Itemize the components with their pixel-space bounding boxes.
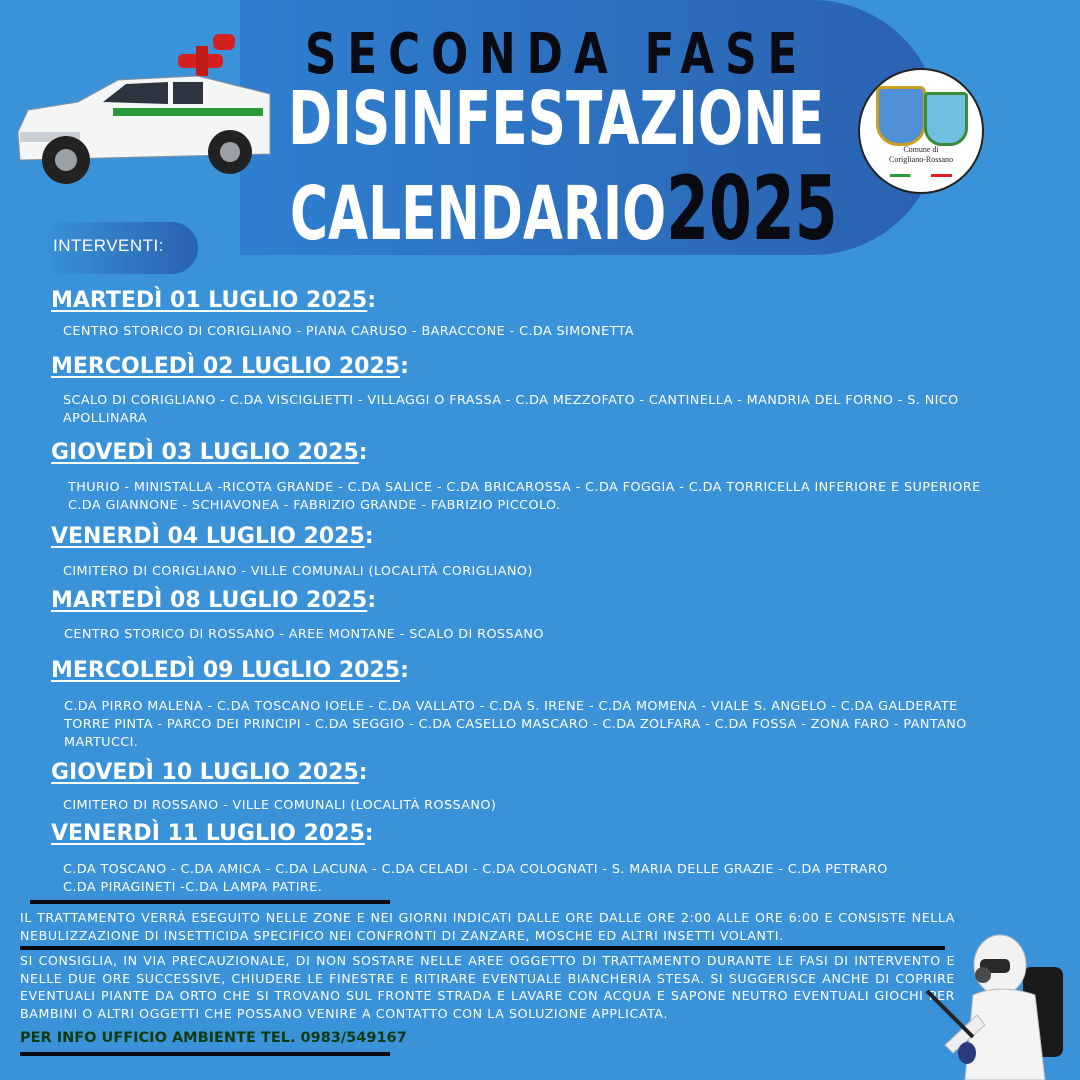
places-line: TORRE PINTA - PARCO DEI PRINCIPI - C.DA SEGGIO - C.DA CASELLO MASCARO - C.DA ZOLFARA - C.DA FOSSA - ZONA FARO - PANTANO bbox=[64, 717, 967, 732]
day-places bbox=[64, 698, 967, 752]
day-places bbox=[63, 392, 959, 428]
day-colon: : bbox=[358, 760, 368, 785]
day-heading bbox=[51, 524, 374, 550]
header-title: DISINFESTAZIONE bbox=[288, 76, 825, 162]
contact-info: PER INFO UFFICIO AMBIENTE TEL. 0983/549167 bbox=[20, 1030, 407, 1046]
places-line: CENTRO STORICO DI ROSSANO - AREE MONTANE - SCALO DI ROSSANO bbox=[64, 627, 544, 642]
day-colon: : bbox=[400, 354, 409, 379]
day-colon: : bbox=[367, 588, 377, 613]
day-places bbox=[64, 626, 544, 644]
day-date: GIOVEDÌ 03 LUGLIO 2025 bbox=[51, 440, 359, 465]
section-label: INTERVENTI: bbox=[53, 236, 164, 255]
day-heading bbox=[51, 588, 376, 614]
crest-shield-left-icon bbox=[876, 86, 926, 146]
places-line: THURIO - MINISTALLA -RICOTA GRANDE - C.DA SALICE - C.DA BRICAROSSA - C.DA FOGGIA - C.DA TORRICELLA INFERIORE E SUPERIORE bbox=[68, 480, 981, 495]
day-places bbox=[63, 861, 888, 897]
divider-middle bbox=[20, 946, 945, 950]
day-date: VENERDÌ 11 LUGLIO 2025 bbox=[51, 821, 365, 846]
day-heading bbox=[51, 658, 409, 684]
disinfestation-truck-image bbox=[8, 32, 278, 197]
section-label-pill bbox=[40, 222, 198, 274]
places-line: SCALO DI CORIGLIANO - C.DA VISCIGLIETTI - VILLAGGI O FRASSA - C.DA MEZZOFATO - CANTINELLA - MANDRIA DEL FORNO - S. NICO bbox=[63, 393, 959, 408]
day-date: MARTEDÌ 08 LUGLIO 2025 bbox=[51, 588, 368, 613]
day-heading bbox=[51, 288, 376, 314]
day-places bbox=[68, 479, 981, 515]
crest-shield-right-icon bbox=[924, 92, 968, 146]
header-phase: SECONDA FASE bbox=[305, 22, 809, 87]
places-line: CIMITERO DI ROSSANO - VILLE COMUNALI (LOCALITÀ ROSSANO) bbox=[63, 798, 497, 813]
day-colon: : bbox=[358, 440, 368, 465]
day-date: MARTEDÌ 01 LUGLIO 2025 bbox=[51, 288, 368, 313]
logo-caption-line2: Corigliano-Rossano bbox=[889, 154, 953, 164]
places-line: C.DA TOSCANO - C.DA AMICA - C.DA LACUNA - C.DA CELADI - C.DA COLOGNATI - S. MARIA DELLE GRAZIE - C.DA PETRARO bbox=[63, 862, 888, 877]
day-heading bbox=[51, 760, 368, 786]
header-year: 2025 bbox=[666, 157, 838, 260]
day-date: VENERDÌ 04 LUGLIO 2025 bbox=[51, 524, 365, 549]
places-line: APOLLINARA bbox=[63, 411, 148, 426]
day-date: MERCOLEDÌ 09 LUGLIO 2025 bbox=[51, 658, 401, 683]
day-places bbox=[63, 563, 533, 581]
precaution-notice: SI CONSIGLIA, IN VIA PRECAUZIONALE, DI NON SOSTARE NELLE AREE OGGETTO DI TRATTAMENTO DURANTE LE FASI DI INTERVENTO E NELLE DUE ORE SUCCESSIVE, CHIUDERE LE FINESTRE E RITIRARE EVENTUALE BIANCHERIA STESA. SI SUGGERISCE ANCHE DI COPRIRE EVENTUALI PIANTE DA ORTO CHE SI TROVANO SUL FRONTE STRADA E LAVARE CON ACQUA E SAPONE NEUTRO EVENTUALI GIOCHI PER BAMBINI O ALTRI OGGETTI CHE POSSANO VENIRE A CONTATTO CON LA SOLUZIONE APPLICATA. bbox=[20, 953, 955, 1021]
header-calendar bbox=[290, 157, 838, 260]
places-line: MARTUCCI. bbox=[64, 735, 139, 750]
places-line: C.DA PIRRO MALENA - C.DA TOSCANO IOELE - C.DA VALLATO - C.DA S. IRENE - C.DA MOMENA - VIALE S. ANGELO - C.DA GALDERATE bbox=[64, 699, 958, 714]
header-calendar-label: CALENDARIO bbox=[290, 171, 667, 257]
day-places bbox=[63, 797, 496, 815]
divider-bottom bbox=[20, 1052, 390, 1056]
places-line: CIMITERO DI CORIGLIANO - VILLE COMUNALI (LOCALITÀ CORIGLIANO) bbox=[63, 564, 533, 579]
day-heading bbox=[51, 354, 409, 380]
day-colon: : bbox=[364, 524, 374, 549]
logo-caption bbox=[860, 145, 982, 164]
treatment-notice: IL TRATTAMENTO VERRÀ ESEGUITO NELLE ZONE E NEI GIORNI INDICATI DALLE ORE DALLE ORE 2:00 ALLE ORE 6:00 E CONSISTE NELLA NEBULIZZAZIONE DI INSETTICIDA SPECIFICO NEI CONFRONTI DI ZANZARE, MOSCHE ED ALTRI INSETTI VOLANTI. bbox=[20, 910, 955, 943]
places-line: C.DA PIRAGINETI -C.DA LAMPA PATIRE. bbox=[63, 880, 323, 895]
day-heading bbox=[51, 821, 374, 847]
day-date: GIOVEDÌ 10 LUGLIO 2025 bbox=[51, 760, 359, 785]
municipality-logo bbox=[858, 68, 984, 194]
day-heading bbox=[51, 440, 368, 466]
divider-top bbox=[30, 900, 390, 904]
operator-in-protective-suit-image bbox=[925, 925, 1080, 1080]
italian-flag-stripe bbox=[890, 174, 952, 177]
logo-caption-line1: Comune di bbox=[903, 145, 939, 154]
day-colon: : bbox=[367, 288, 377, 313]
day-places bbox=[63, 323, 634, 341]
places-line: CENTRO STORICO DI CORIGLIANO - PIANA CARUSO - BARACCONE - C.DA SIMONETTA bbox=[63, 324, 634, 339]
places-line: C.DA GIANNONE - SCHIAVONEA - FABRIZIO GRANDE - FABRIZIO PICCOLO. bbox=[68, 498, 561, 513]
day-date: MERCOLEDÌ 02 LUGLIO 2025 bbox=[51, 354, 401, 379]
day-colon: : bbox=[400, 658, 409, 683]
day-colon: : bbox=[364, 821, 374, 846]
